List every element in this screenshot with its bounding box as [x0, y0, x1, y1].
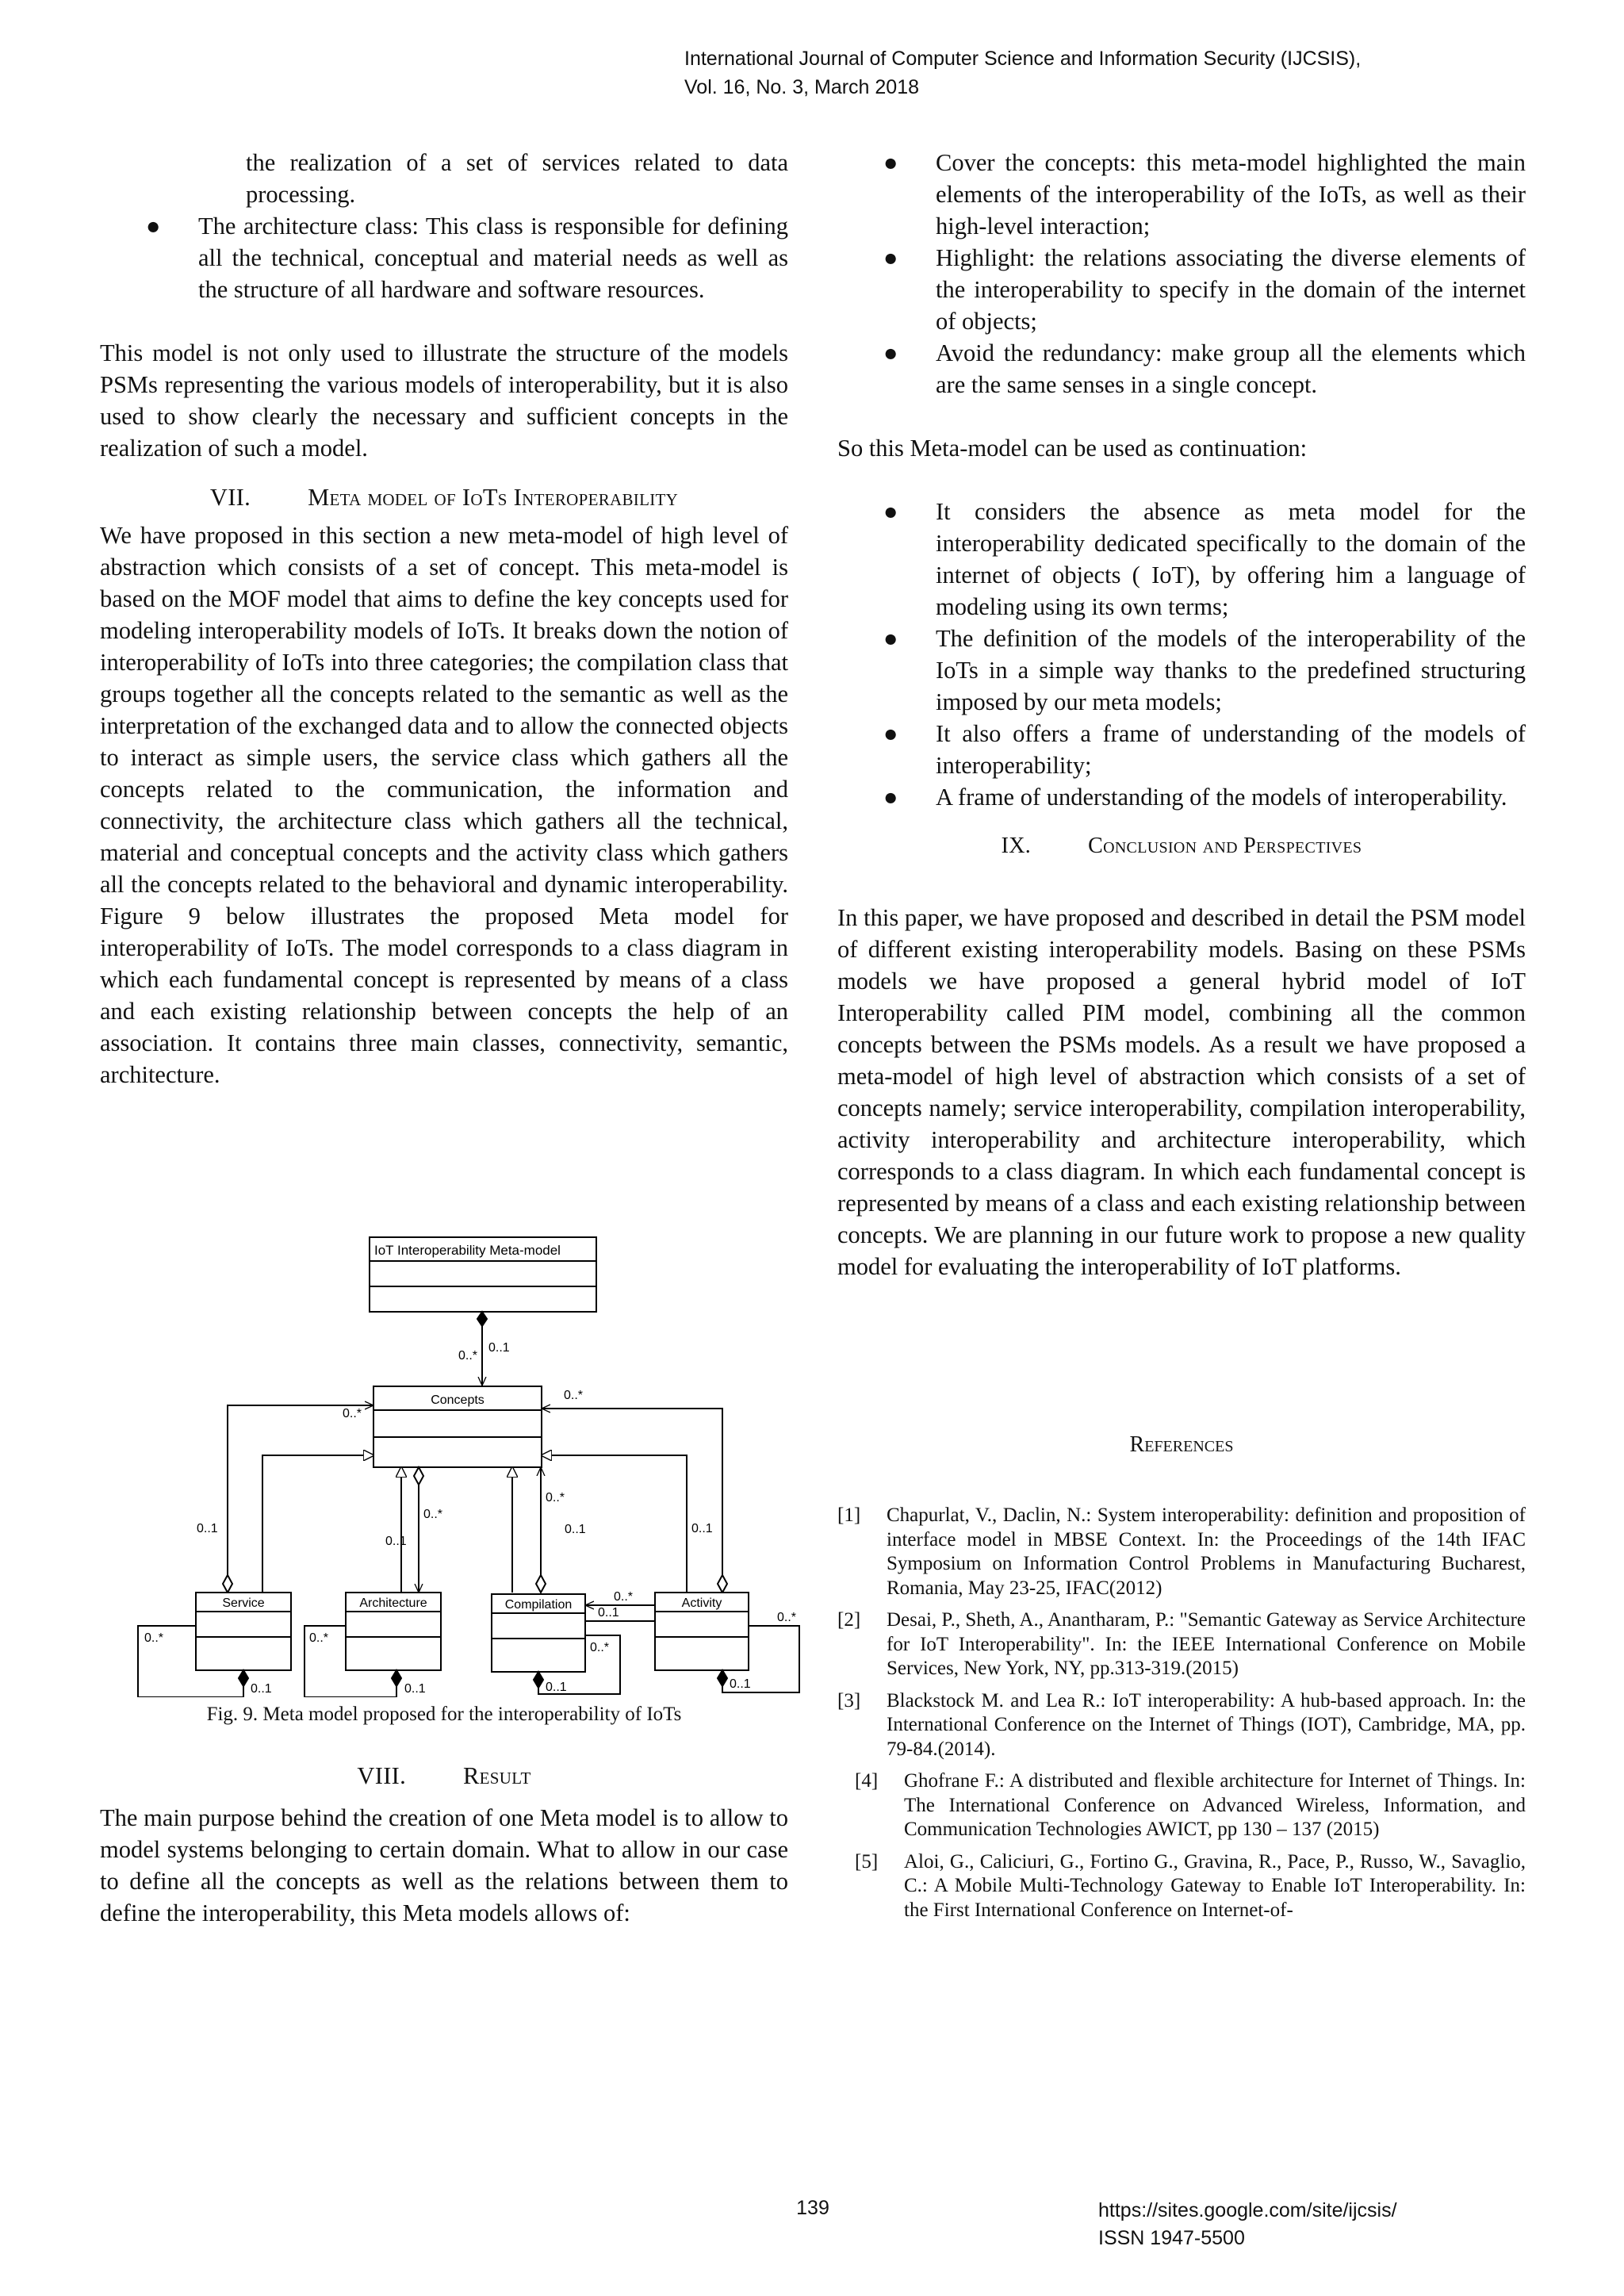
mult-label: 0..1	[197, 1522, 218, 1535]
compilation-class-box	[492, 1594, 585, 1672]
metamodel-class-box	[370, 1237, 596, 1312]
right-column	[837, 147, 1526, 1282]
mult-label: 0..1	[385, 1535, 407, 1548]
mult-label: 0..*	[423, 1508, 443, 1521]
mult-label: 0..*	[590, 1641, 610, 1654]
bullet-icon: ●	[883, 149, 898, 176]
figure-caption: Fig. 9. Meta model proposed for the interoperability of IoTs	[206, 1704, 682, 1725]
section-number: IX.	[1001, 834, 1032, 858]
footer-issn: ISSN 1947-5500	[1098, 2227, 1245, 2249]
mult-label: 0..1	[730, 1677, 751, 1691]
reference-item	[837, 1608, 1526, 1681]
mult-label: 0..1	[404, 1682, 426, 1696]
paragraph: This model is not only used to illustrate the structure of the models PSMs representing the various models of interoperability, but it is also used to show clearly the necessary and sufficient concepts in the realization of such a model.	[100, 339, 788, 462]
mult-label: 0..*	[309, 1631, 329, 1645]
page-number: 139	[796, 2197, 829, 2219]
section-number: VII.	[209, 484, 251, 511]
list-item-text: A frame of understanding of the models of interoperability.	[936, 784, 1507, 811]
architecture-class-title: Architecture	[359, 1596, 427, 1610]
reference-text: Desai, P., Sheth, A., Anantharam, P.: "Semantic Gateway as Service Architecture for IoT Interoperability". In: the IEEE International Conference on Mobile Services, New York, NY, pp.313-319.(2015)	[887, 1609, 1526, 1679]
bullet-icon: ●	[883, 244, 898, 271]
paragraph: We have proposed in this section a new meta-model of high level of abstraction which consists of a set of concept. This meta-model is based on the MOF model that aims to define the key concepts used for modeling interoperability models of IoTs. It breaks down the notion of interoperability of IoTs into three categories; the compilation class that groups together all the concepts related to the semantic as well as the interpretation of the exchanged data and to allow the connected objects to interact as simple users, the service class which gathers all the concepts related to the communication, the information and connectivity, the architecture class which gathers all the technical, material and conceptual concepts and the activity class which gathers all the concepts related to the behavioral and dynamic interoperability. Figure 9 below illustrates the proposed Meta model for interoperability of IoTs. The model corresponds to a class diagram in which each fundamental concept is represented by means of a class and each existing relationship between concepts the help of an association. It contains three main classes, connectivity, semantic, architecture.	[100, 522, 788, 1088]
list-item-text: The architecture class: This class is responsible for defining all the technical, conceptual and material needs as well as the structure of all hardware and software resources.	[198, 213, 788, 303]
list-item	[837, 496, 1526, 623]
reference-number: [4]	[855, 1770, 879, 1792]
mult-label: 0..*	[564, 1389, 584, 1402]
bullet-icon: ●	[146, 213, 161, 240]
service-class-title: Service	[222, 1596, 265, 1610]
concepts-class-box	[373, 1386, 542, 1467]
list-item-text: Cover the concepts: this meta-model highlighted the main elements of the interoperability of the IoTs, as well as their high-level interaction;	[936, 149, 1526, 240]
paragraph: In this paper, we have proposed and described in detail the PSM model of different existing interoperability models. Basing on these PSMs models we have proposed a general hybrid model of IoT Interoperability called PIM model, combining all the common concepts between the PSMs models. As a result we have proposed a meta-model of high level of abstraction which consists of a set of concepts namely; service interoperability, compilation interoperability, activity interoperability and architecture interoperability, which corresponds to a class diagram. In which each fundamental concept is represented by means of a class and each existing relationship between concepts. We are planning in our future work to propose a new quality model for evaluating the interoperability of IoT platforms.	[837, 904, 1526, 1280]
mult-label: 0..1	[488, 1341, 510, 1355]
footer-info	[1098, 2197, 1495, 2252]
list-item-text: The definition of the models of the interoperability of the IoTs in a simple way thanks to the predefined structuring imposed by our meta models;	[936, 625, 1526, 715]
references-heading: References	[1129, 1432, 1234, 1457]
list-item-text: It considers the absence as meta model for the interoperability dedicated specifically to the domain of the internet of objects ( IoT), by offering him a language of modeling using its own terms;	[936, 498, 1526, 620]
architecture-class-box	[346, 1593, 441, 1670]
mult-label: 0..1	[691, 1522, 713, 1535]
activity-class-title: Activity	[681, 1596, 722, 1610]
reference-number: [3]	[837, 1689, 861, 1711]
reference-text: Aloi, G., Caliciuri, G., Fortino G., Gravina, R., Pace, P., Russo, W., Savaglio, C.: A Mobile Multi-Technology Gateway to Enable IoT Interoperability. In: the First International Conference on Internet-of-	[904, 1850, 1526, 1921]
mult-label: 0..1	[251, 1682, 272, 1696]
paragraph: The main purpose behind the creation of one Meta model is to allow to model systems belonging to certain domain. What to allow in our case to define all the concepts as well as the relations between them to define the interoperability, this Meta models allows of:	[100, 1804, 788, 1926]
list-item: the realization of a set of services related to data processing.	[246, 149, 788, 208]
continued-list	[246, 147, 788, 210]
journal-header-line2: Vol. 16, No. 3, March 2018	[684, 76, 920, 98]
bullet-list	[100, 210, 788, 305]
mult-label: 0..1	[565, 1523, 586, 1536]
reference-text: Ghofrane F.: A distributed and flexible architecture for Internet of Things. In: The International Conference on Advanced Wireless, Information, and Communication Technologies AWICT, pp 130 – 137 (2015)	[904, 1770, 1526, 1840]
service-class-box	[196, 1593, 291, 1670]
bullet-icon: ●	[883, 720, 898, 747]
footer-url: https://sites.google.com/site/ijcsis/	[1098, 2199, 1397, 2221]
mult-label: 0..1	[598, 1606, 619, 1619]
bullet-list	[837, 147, 1526, 401]
list-item-text: It also offers a frame of understanding of the models of interoperability;	[936, 720, 1526, 779]
compilation-class-title: Compilation	[504, 1598, 573, 1612]
bullet-icon: ●	[883, 339, 898, 366]
mult-label: 0..*	[546, 1491, 565, 1504]
list-item	[837, 147, 1526, 242]
section-heading	[100, 481, 788, 513]
left-column	[100, 147, 788, 1091]
references-list	[837, 1504, 1526, 1930]
list-item	[837, 623, 1526, 718]
reference-number: [1]	[837, 1504, 861, 1526]
list-item	[837, 718, 1526, 781]
reference-text: Chapurlat, V., Daclin, N.: System interoperability: definition and proposition of interface model in MBSE Context. In: the Proceedings of the 14th IFAC Symposium on Information Control Problems in Manufacturing Bucharest, Romania, May 23-25, IFAC(2012)	[887, 1504, 1526, 1599]
list-item	[837, 337, 1526, 401]
list-item	[837, 781, 1526, 813]
reference-item	[837, 1689, 1526, 1762]
activity-class-box	[655, 1593, 749, 1670]
bullet-icon: ●	[883, 498, 898, 525]
list-item	[100, 210, 788, 305]
section-heading	[837, 830, 1526, 862]
paragraph: So this Meta-model can be used as continuation:	[837, 435, 1308, 462]
mult-label: 0..*	[144, 1631, 164, 1645]
mult-label: 0..*	[343, 1407, 362, 1420]
reference-text: Blackstock M. and Lea R.: IoT interoperability: A hub-based approach. In: the International Conference on the Internet of Things (IOT), Cambridge, MA, pp. 79-84.(2014).	[887, 1689, 1526, 1760]
mult-label: 0..1	[546, 1681, 567, 1694]
journal-header-line1: International Journal of Computer Science and Information Security (IJCSIS),	[684, 48, 1362, 70]
left-column-bottom	[100, 1802, 788, 1929]
concepts-class-title: Concepts	[431, 1393, 485, 1407]
reference-item	[837, 1850, 1526, 1923]
bullet-icon: ●	[883, 784, 898, 811]
reference-number: [2]	[837, 1609, 861, 1631]
journal-header	[684, 44, 1596, 102]
list-item	[837, 242, 1526, 337]
bullet-list	[837, 496, 1526, 813]
section-title: Meta model of IoTs Interoperability	[308, 484, 679, 511]
reference-item	[837, 1769, 1526, 1842]
reference-number: [5]	[855, 1850, 879, 1872]
section-number: VIII.	[357, 1762, 407, 1789]
mult-label: 0..*	[458, 1349, 478, 1363]
metamodel-class-title: IoT Interoperability Meta-model	[374, 1243, 561, 1258]
figure-class-diagram	[132, 1229, 806, 1697]
reference-item	[837, 1504, 1526, 1600]
mult-label: 0..*	[777, 1611, 797, 1624]
mult-label: 0..*	[614, 1590, 634, 1604]
section-title: Result	[463, 1762, 531, 1789]
list-item-text: Highlight: the relations associating the diverse elements of the interoperability to specify in the domain of the internet of objects;	[936, 244, 1526, 335]
list-item-text: Avoid the redundancy: make group all the elements which are the same senses in a single concept.	[936, 339, 1526, 398]
bullet-icon: ●	[883, 625, 898, 652]
section-heading	[100, 1762, 788, 1790]
section-title: Conclusion and Perspectives	[1088, 834, 1362, 858]
